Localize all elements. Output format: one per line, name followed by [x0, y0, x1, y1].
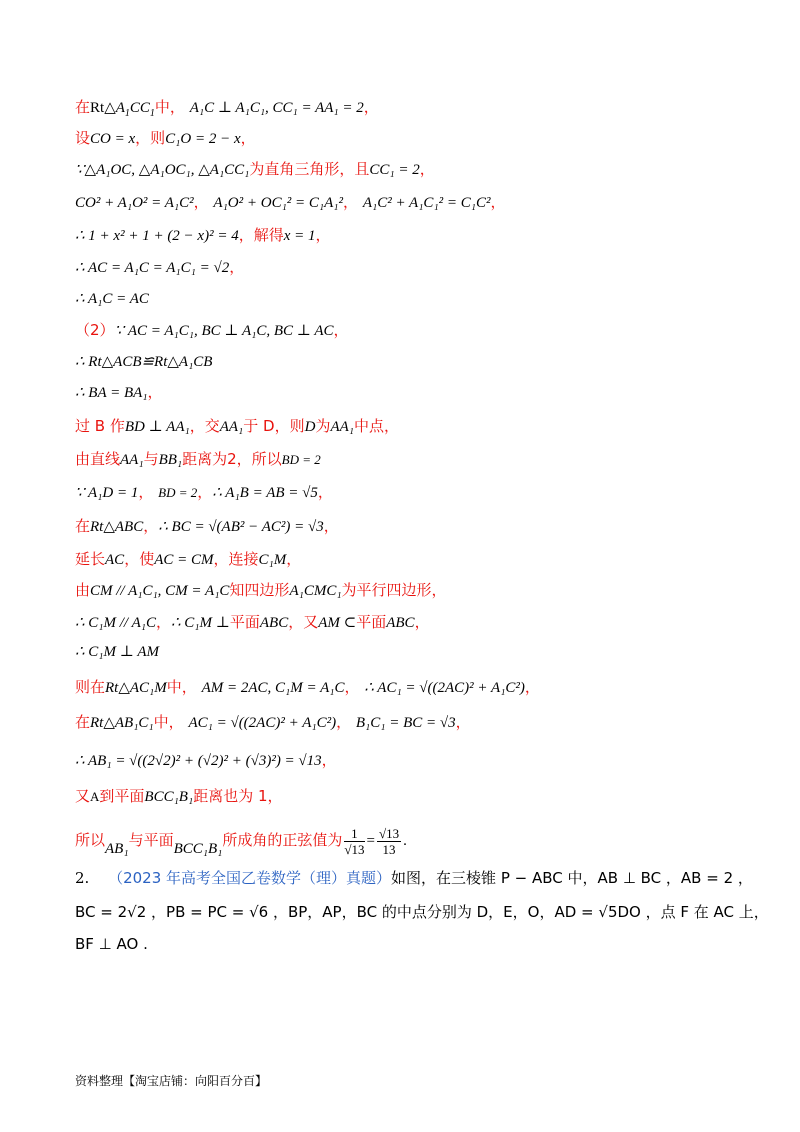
text: 所以	[75, 831, 106, 849]
text: ，又	[288, 613, 319, 631]
equals: =	[366, 833, 375, 849]
problem-2-line-1	[75, 868, 760, 888]
text: 与	[143, 450, 159, 468]
math: CM // A₁C₁, CM = A₁C	[90, 583, 230, 599]
math: ∴ BC = √(AB² − AC²) = √3	[158, 519, 324, 535]
text: ，	[414, 613, 430, 631]
math: ∴ AC = A₁C = A₁C₁ = √2	[75, 260, 230, 276]
text: 由	[75, 581, 91, 599]
text: ，	[455, 713, 471, 731]
period: .	[403, 833, 407, 849]
math: ∴ AC₁ = √((2AC)² + A₁C²)	[364, 680, 525, 696]
math: ABC	[259, 615, 289, 631]
text: ，	[240, 129, 256, 147]
text: ，	[143, 517, 159, 535]
denominator: 13	[382, 841, 396, 857]
math: ∴ Rt△ACB≌Rt△A₁CB	[75, 354, 213, 370]
solution-line-22	[75, 786, 760, 807]
solution-line-8	[75, 320, 760, 341]
text: ，	[344, 678, 360, 696]
math: D	[304, 419, 316, 435]
problem-text: BF ⊥ AO .	[75, 935, 148, 953]
solution-line-2	[75, 128, 760, 149]
text: ，	[524, 678, 540, 696]
text: 为	[315, 417, 331, 435]
solution-line-14	[75, 516, 760, 537]
math: ∵△A₁OC, △A₁OC₁, △A₁CC₁	[75, 162, 250, 178]
solution-line-4	[75, 192, 760, 213]
math: A₁C² + A₁C₁² = C₁C²	[362, 195, 491, 211]
math: ∴ C₁M // A₁C	[75, 615, 156, 631]
text: ，连接	[213, 550, 259, 568]
math: BCC₁B₁	[173, 841, 223, 857]
math: AA₁	[219, 419, 244, 435]
numerator: √13	[378, 825, 400, 841]
text: 过 B 作	[75, 417, 125, 435]
math: CO = x	[90, 131, 136, 147]
math: C₁M	[258, 552, 287, 568]
math: ∴ BA = BA₁	[75, 385, 148, 401]
math: ∴ A₁B = AB = √5	[212, 485, 318, 501]
math: Rt△	[90, 100, 116, 116]
denominator: √13	[344, 841, 365, 857]
math: CC₁ = 2	[369, 162, 420, 178]
math: B₁C₁ = BC = √3	[355, 715, 456, 731]
fraction	[344, 826, 364, 857]
text: 则在	[75, 678, 106, 696]
solution-line-13	[75, 482, 760, 503]
math: CO² + A₁O² = A₁C²	[75, 195, 194, 211]
text: 平面	[356, 613, 387, 631]
solution-line-18	[75, 641, 760, 662]
solution-line-15	[75, 549, 760, 570]
text: 在	[75, 98, 91, 116]
text: 距离也为 1，	[193, 787, 283, 805]
text: 到平面	[99, 787, 145, 805]
text: 为平行四边形，	[341, 581, 447, 599]
text: ，	[317, 483, 333, 501]
text: ，	[333, 321, 349, 339]
text: ，使	[124, 550, 155, 568]
math: ∴ AB₁ = √((2√2)² + (√2)² + (√3)²) = √13	[75, 753, 322, 769]
text: ，	[138, 483, 154, 501]
math: x = 1	[283, 228, 316, 244]
text: 距离为2，所以	[182, 450, 282, 468]
solution-line-20	[75, 712, 760, 733]
math: AA₁	[330, 419, 354, 435]
text: ，	[147, 383, 163, 401]
math: ABC	[386, 615, 415, 631]
text: 由直线	[75, 450, 121, 468]
problem-text: BC = 2√2 ，PB = PC = √6 ，BP，AP，BC 的中点分别为 D，E，O，AD = √5DO ，点 F 在 AC 上，	[75, 903, 769, 921]
math: A₁O² + OC₁² = C₁A₁²	[213, 195, 344, 211]
text: 中点，	[354, 417, 400, 435]
problem-2-line-2	[75, 902, 769, 922]
solution-line-6	[75, 257, 760, 278]
text: 延长	[75, 550, 106, 568]
solution-line-3	[75, 159, 760, 180]
problem-number: 2.	[75, 869, 90, 887]
math: ∵ A₁D = 1	[75, 485, 139, 501]
math: BD ⊥ AA₁	[124, 419, 190, 435]
math: BB₁	[158, 452, 183, 468]
math: ∴ C₁M ⊥	[170, 615, 230, 631]
math: Rt△AB₁C₁	[90, 715, 154, 731]
math: AM ⊂	[318, 615, 357, 631]
solution-line-9	[75, 351, 760, 372]
solution-line-16	[75, 580, 760, 601]
math: AB₁	[105, 841, 129, 857]
solution-line-5	[75, 225, 760, 246]
solution-line-21	[75, 750, 760, 771]
solution-line-23	[75, 822, 760, 859]
math: BD = 2	[158, 485, 198, 500]
text: ，	[419, 160, 435, 178]
solution-line-11	[75, 416, 760, 437]
text: ，	[286, 550, 302, 568]
math: Rt△ABC	[90, 519, 144, 535]
text: ，	[490, 193, 506, 211]
text: ，	[323, 517, 339, 535]
text: 在	[75, 713, 91, 731]
math: BD = 2	[281, 452, 321, 467]
math: Rt△AC₁M	[105, 680, 167, 696]
text: 中，	[153, 713, 184, 731]
text: 所成角的正弦值为	[222, 831, 343, 849]
text: ，解得	[238, 226, 284, 244]
text: ，则	[135, 129, 166, 147]
text: ，	[315, 226, 331, 244]
text: ，	[229, 258, 245, 276]
text: ，	[321, 751, 337, 769]
text: ，	[336, 713, 352, 731]
page-footer: 资料整理【淘宝店铺：向阳百分百】	[75, 1074, 268, 1088]
math: C₁O = 2 − x	[165, 131, 241, 147]
math: AM = 2AC, C₁M = A₁C	[201, 680, 345, 696]
text: 平面	[229, 613, 260, 631]
text: 中，	[166, 678, 197, 696]
math: A₁CMC₁	[289, 583, 342, 599]
text: 于 D，则	[243, 417, 305, 435]
math: A	[90, 789, 100, 804]
math: ∴ 1 + x² + 1 + (2 − x)² = 4	[75, 228, 239, 244]
math: AC₁ = √((2AC)² + A₁C²)	[188, 715, 337, 731]
math: AC = CM	[154, 552, 214, 568]
math: AA₁	[120, 452, 144, 468]
text: 知四边形	[229, 581, 290, 599]
text: ，	[155, 613, 171, 631]
text: ，	[197, 483, 213, 501]
text: 为直角三角形，且	[249, 160, 370, 178]
math: ∴ C₁M ⊥ AM	[75, 644, 160, 660]
problem-2-line-3	[75, 934, 760, 954]
text: 又	[75, 787, 91, 805]
math: A₁C ⊥ A₁C₁, CC₁ = AA₁ = 2	[189, 100, 364, 116]
solution-line-17	[75, 612, 760, 633]
solution-line-12	[75, 449, 760, 470]
math: ∴ A₁C = AC	[75, 291, 149, 307]
problem-text: 如图，在三棱锥 P − ABC 中，AB ⊥ BC ，AB = 2 ，	[391, 869, 753, 887]
text: ，	[193, 193, 209, 211]
problem-source: （2023 年高考全国乙卷数学（理）真题）	[108, 869, 392, 887]
math: ∵ AC = A₁C₁, BC ⊥ A₁C, BC ⊥ AC	[114, 323, 334, 339]
text: 与平面	[128, 831, 174, 849]
solution-line-10	[75, 382, 760, 403]
solution-line-19	[75, 677, 760, 698]
fraction	[377, 826, 401, 857]
text: ，	[343, 193, 359, 211]
text: 在	[75, 517, 91, 535]
part-label: （2）	[75, 321, 115, 339]
solution-line-7	[75, 288, 760, 309]
solution-line-1: 在$Rt\triangle A_1CC_1$中， A₁C ⊥ A₁C₁, CC₁ = AA₁ = 2，	[75, 98, 379, 119]
math: BCC₁B₁	[144, 789, 194, 805]
text: ，交	[189, 417, 220, 435]
numerator: 1	[344, 826, 364, 842]
text: ，	[363, 98, 379, 116]
text: 设	[75, 129, 91, 147]
text: 中，	[154, 98, 185, 116]
math: AC	[105, 552, 125, 568]
